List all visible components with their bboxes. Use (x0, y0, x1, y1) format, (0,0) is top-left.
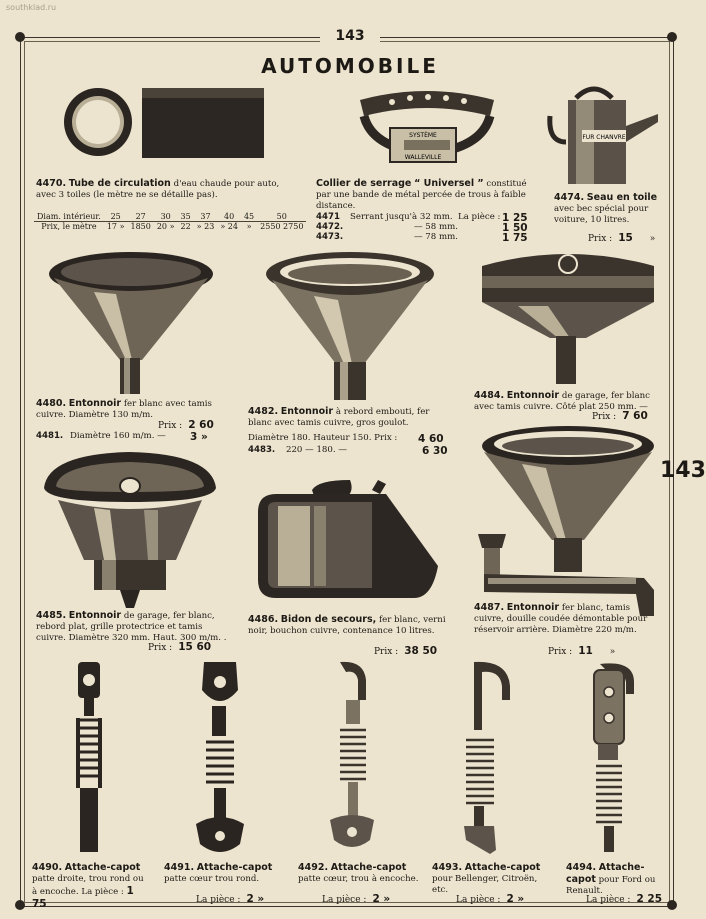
item-4480-price (158, 419, 214, 431)
corner-ornament (15, 900, 25, 910)
item-4471-desc: constitué par une bande de métal percée de trous à faible distance. (316, 179, 527, 211)
item-4487-desc: fer blanc, tamis cuivre, douille coudée démontable pour réservoir arrière. Diamètre 220 m/m. (474, 603, 648, 635)
item-4484-desc: de garage, fer blanc avec tamis cuivre. Côté plat 250 mm. — (474, 391, 650, 412)
item-4494-ref: 4494. (566, 862, 597, 873)
price-cell: 2750 (283, 222, 304, 231)
row-price: 1 25 (502, 212, 528, 224)
item-4493-ref: 4493. (432, 862, 463, 873)
tube-dimensions-table (34, 212, 306, 231)
price-cell: » (119, 222, 125, 231)
row-price: 3 » (190, 431, 208, 443)
item-4482-price-row (248, 433, 454, 445)
item-4494-name: Attache-capot (566, 862, 645, 885)
dims-cell: 35 (177, 212, 193, 222)
price-value: 15 60 (178, 641, 212, 653)
row-price: 6 30 (422, 445, 448, 457)
item-4485-desc: de garage, fer blanc, rebord plat, grille protectrice et tamis cuivre. Diamètre 320 mm. Haut. 300 m/m. . (36, 611, 227, 643)
item-4480-ref: 4480. (36, 398, 67, 409)
item-4471 (316, 178, 532, 211)
item-4474-ref: 4474. (554, 192, 585, 203)
hood-catch-4494-illustration (584, 660, 638, 856)
item-4480 (36, 398, 236, 421)
price-label: Prix : (158, 421, 183, 431)
item-4480-name: Entonnoir (68, 398, 122, 409)
price-value: 15 (618, 232, 633, 244)
item-4492 (298, 862, 422, 885)
funnel-4484-illustration (478, 248, 658, 386)
item-4487 (474, 602, 660, 635)
collar-stamp-top: SYSTÈME (409, 132, 437, 139)
row-price: 1 75 (502, 232, 528, 244)
price-suffix: » (649, 234, 656, 244)
tube-illustration (60, 84, 270, 164)
item-4470-desc: d'eau chaude pour auto, avec 3 toiles (le mètre ne se détaille pas). (36, 179, 280, 200)
price-value: 38 50 (404, 645, 438, 657)
price-cell: 23 (204, 222, 215, 231)
corner-ornament (667, 32, 677, 42)
row-ref: 4472. (316, 222, 344, 232)
dims-label: Diam. intérieur. (34, 212, 104, 222)
price-label: Prix : (148, 643, 173, 653)
dims-cell: 37 (194, 212, 218, 222)
item-4485 (36, 610, 232, 643)
price-label: Prix : (374, 647, 399, 657)
item-4487-ref: 4487. (474, 602, 505, 613)
item-4491-price (196, 893, 264, 905)
price-suffix: » (609, 647, 616, 657)
item-4494 (566, 862, 670, 896)
item-4490-name: Attache-capot (64, 862, 141, 873)
item-4481-row (36, 431, 236, 443)
hood-catch-4492-illustration (328, 660, 376, 856)
item-4492-ref: 4492. (298, 862, 329, 873)
item-4485-ref: 4485. (36, 610, 67, 621)
item-4470 (36, 178, 292, 201)
watermark: southklad.ru (6, 3, 57, 12)
collar-illustration (352, 86, 502, 180)
price-cell: 22 (180, 222, 191, 231)
item-4485-name: Entonnoir (68, 610, 122, 621)
price-value: 2 » (372, 893, 391, 905)
price-value: 2 » (506, 893, 525, 905)
item-4470-ref: 4470. (36, 178, 67, 189)
dims-cell: 25 (104, 212, 128, 222)
row-ref: 4471 (316, 212, 340, 222)
row-ref: 4481. (36, 431, 64, 441)
item-4486-name: Bidon de secours, (280, 614, 377, 625)
item-4482-name: Entonnoir (280, 406, 334, 417)
item-4482 (248, 406, 454, 429)
price-cell: 20 (156, 222, 168, 231)
funnel-4480-illustration (46, 248, 216, 396)
price-cell: » (169, 222, 175, 231)
price-value: 7 60 (622, 410, 648, 422)
price-cell: 24 (227, 222, 238, 231)
item-4485-price (148, 641, 211, 653)
item-4486-ref: 4486. (248, 614, 279, 625)
row-text: — 78 mm. (413, 232, 458, 242)
dims-cell: 45 (241, 212, 257, 222)
item-4492-price (322, 893, 390, 905)
item-4494-desc: pour Ford ou Renault. (566, 874, 656, 896)
collar-stamp-bottom: WALLEVILLE (404, 154, 442, 161)
item-4490 (32, 862, 144, 911)
price-cell: 1850 (130, 222, 151, 231)
item-4491-ref: 4491. (164, 862, 195, 873)
row-unit (458, 232, 502, 244)
corner-ornament (15, 32, 25, 42)
item-4480-desc: fer blanc avec tamis cuivre. Diamètre 130 m/m. (36, 399, 212, 420)
row-ref: 4483. (248, 445, 276, 455)
row-text: Diamètre 180. Hauteur 150. Prix : (248, 433, 398, 443)
item-4483-row (248, 445, 454, 457)
item-4490-ref: 4490. (32, 862, 63, 873)
item-4493 (432, 862, 554, 895)
item-4490-desc: patte droite, trou rond ou à encoche. La pièce : (32, 873, 144, 897)
item-4484-name: Entonnoir (506, 390, 560, 401)
item-4474-desc: avec bec spécial pour voiture, 10 litres. (554, 203, 649, 225)
price-cell: 2550 (260, 222, 281, 231)
item-4490-price: 1 75 (32, 884, 134, 910)
item-4486 (248, 614, 448, 637)
row-text: Serrant jusqu'à 32 mm. (350, 212, 453, 222)
dims-cell: 30 (154, 212, 178, 222)
funnel-4487-illustration (476, 424, 660, 620)
item-4487-price (548, 645, 615, 657)
row-price: 4 60 (418, 433, 444, 445)
item-4473-row (316, 232, 532, 244)
hood-catch-4491-illustration (194, 660, 246, 860)
price-label: Prix : (592, 412, 617, 422)
price-label: La pièce : (586, 895, 631, 905)
watering-can-illustration (546, 84, 664, 190)
price-value: 11 (578, 645, 593, 657)
item-4474-price (588, 232, 655, 244)
funnel-4485-illustration (40, 448, 220, 610)
item-4493-price (456, 893, 524, 905)
item-4482-desc: à rebord embouti, fer blanc avec tamis cuivre, gros goulot. (248, 407, 430, 428)
row-text: Diamètre 160 m/m. — (70, 431, 166, 441)
item-4492-name: Attache-capot (330, 862, 407, 873)
price-label: La pièce : (456, 895, 501, 905)
item-4484-price (592, 410, 648, 422)
hood-catch-4493-illustration (460, 660, 512, 856)
item-4470-name: Tube de circulation (68, 178, 171, 189)
item-4491-desc: patte cœur trou rond. (164, 873, 260, 884)
item-4486-price (374, 645, 437, 657)
price-cell: » (220, 222, 226, 231)
item-4484-ref: 4484. (474, 390, 505, 401)
price-cell: 17 (106, 222, 118, 231)
item-4493-name: Attache-capot (464, 862, 541, 873)
item-4482-ref: 4482. (248, 406, 279, 417)
item-4494-price (586, 893, 662, 905)
page-number: 143 (320, 28, 380, 44)
dims-cell: 50 (257, 212, 306, 222)
dims-cell: 27 (127, 212, 153, 222)
price-cell: » (246, 222, 252, 231)
item-4491-name: Attache-capot (196, 862, 273, 873)
price-label: Prix : (588, 234, 613, 244)
price-value: 2 25 (636, 893, 663, 905)
item-4471-name: Collier de serrage (316, 178, 412, 189)
item-4487-name: Entonnoir (506, 602, 560, 613)
dims-cell: 40 (217, 212, 241, 222)
price-label: Prix : (548, 647, 573, 657)
corner-ornament (667, 900, 677, 910)
price-value: 2 60 (188, 419, 214, 431)
item-4493-desc: pour Bellenger, Citroën, etc. (432, 873, 538, 895)
page-title: AUTOMOBILE (261, 54, 439, 78)
row-text: 220 — 180. — (286, 445, 347, 455)
row-text: — 58 mm. (413, 222, 458, 232)
item-4474-name: Seau en toile (586, 192, 658, 203)
item-4471-quote: “ Universel ” (414, 178, 484, 189)
hood-catch-4490-illustration (72, 660, 108, 854)
item-4474 (554, 192, 664, 225)
item-4492-desc: patte cœur, trou à encoche. (298, 873, 419, 884)
row-ref: 4473. (316, 232, 344, 242)
can-4486-illustration (254, 476, 440, 602)
item-4486-desc: fer blanc, verni noir, bouchon cuivre, contenance 10 litres. (248, 615, 446, 636)
prices-label: Prix, le mètre (41, 222, 97, 231)
funnel-4482-illustration (264, 250, 436, 402)
price-cell: » (196, 222, 202, 231)
row-unit: La pièce : (458, 212, 501, 222)
price-value: 2 » (246, 893, 265, 905)
side-tab-number: 143 (660, 458, 706, 483)
price-label: La pièce : (322, 895, 367, 905)
price-label: La pièce : (196, 895, 241, 905)
item-4491 (164, 862, 284, 885)
can-label: FUR CHANVRE (582, 134, 626, 141)
row-price: 1 50 (502, 222, 528, 234)
